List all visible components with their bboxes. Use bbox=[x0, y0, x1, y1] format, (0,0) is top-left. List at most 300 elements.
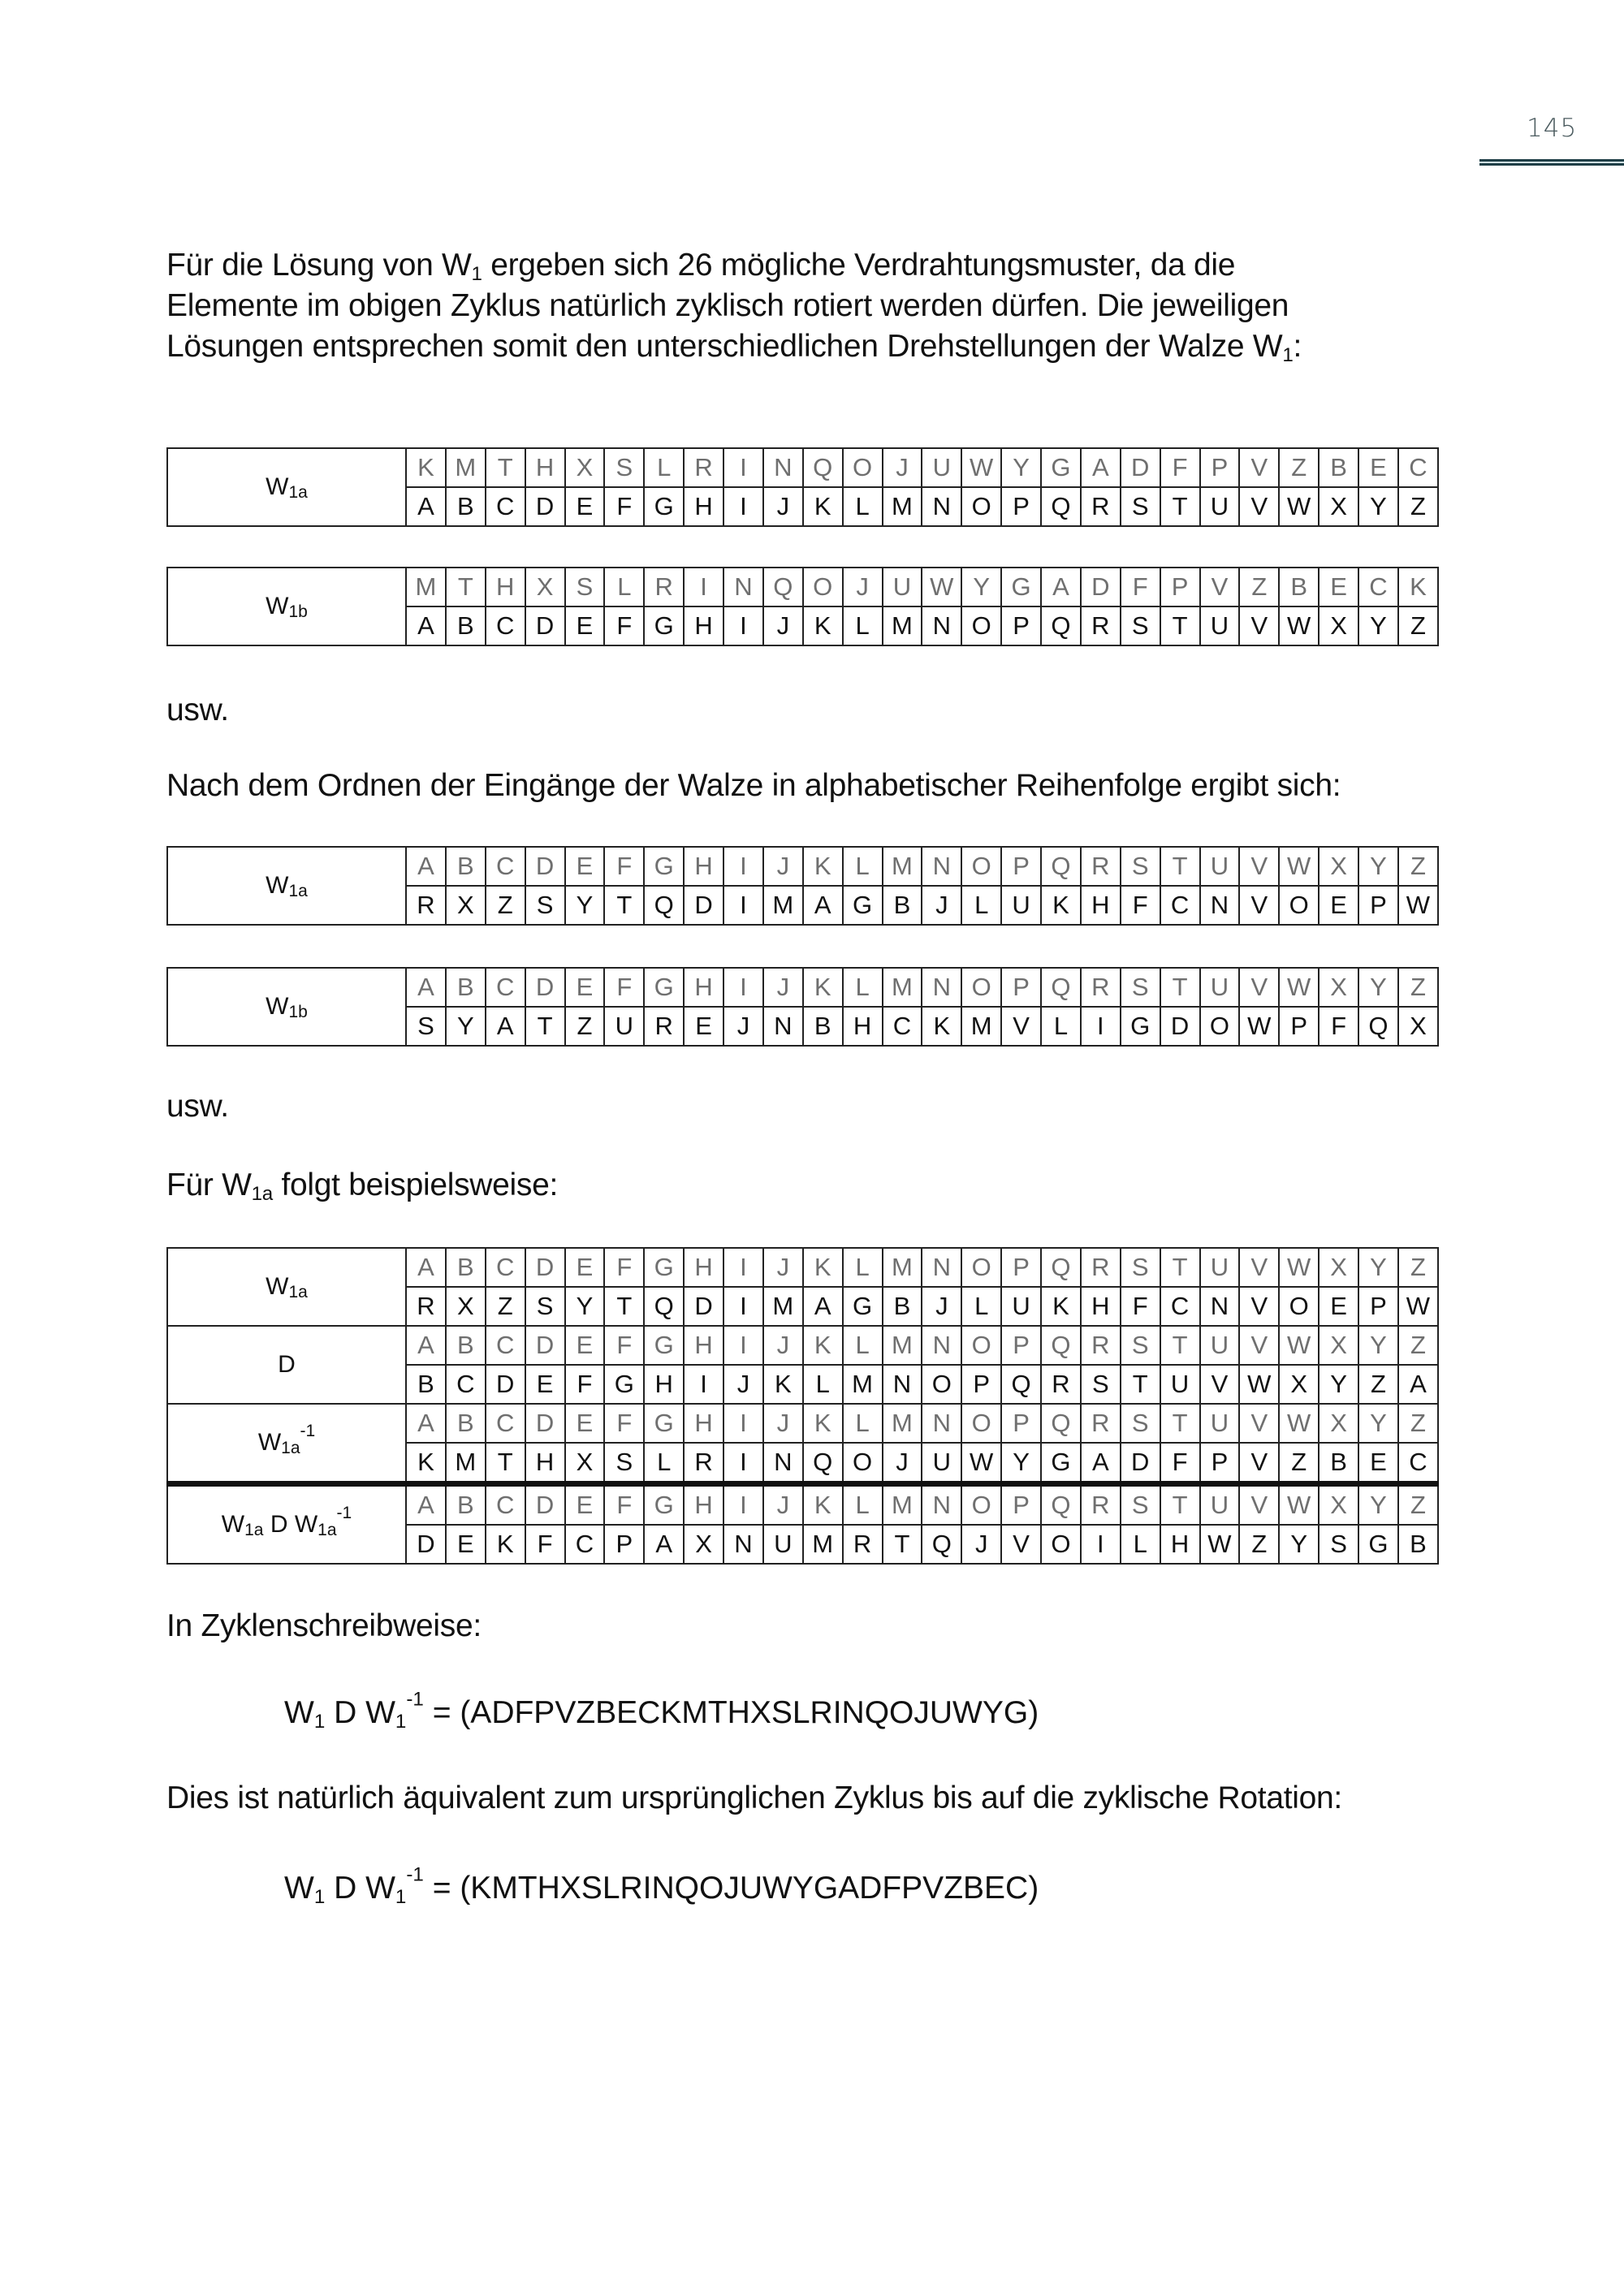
table-cell: A bbox=[486, 1007, 525, 1046]
table-cell: Z bbox=[1398, 968, 1438, 1007]
table-cell: J bbox=[883, 448, 922, 487]
table-cell: B bbox=[446, 606, 486, 645]
table-cell: W bbox=[1200, 1525, 1240, 1564]
table-cell: V bbox=[1239, 1326, 1279, 1365]
table-cell: Q bbox=[644, 886, 684, 925]
table-cell: S bbox=[1121, 968, 1160, 1007]
table-cell: O bbox=[803, 568, 843, 606]
table-cell: U bbox=[1200, 1484, 1240, 1526]
table-row-input bbox=[167, 1484, 1438, 1526]
table-cell: G bbox=[644, 1484, 684, 1526]
table-cell: D bbox=[525, 968, 565, 1007]
table-cell: E bbox=[565, 1248, 605, 1287]
table-cell: R bbox=[1081, 847, 1121, 886]
table-cell: P bbox=[1200, 448, 1240, 487]
table-cell: A bbox=[1398, 1365, 1438, 1404]
table-cell: Y bbox=[1319, 1365, 1358, 1404]
table-cell: S bbox=[1121, 1484, 1160, 1526]
table-cell: Q bbox=[1041, 968, 1081, 1007]
table-cell: M bbox=[961, 1007, 1001, 1046]
table-cell: T bbox=[883, 1525, 922, 1564]
table-cell: X bbox=[1319, 1248, 1358, 1287]
table-cell: B bbox=[803, 1007, 843, 1046]
table-cell: N bbox=[883, 1365, 922, 1404]
table-cell: I bbox=[723, 1443, 763, 1484]
table-cell: O bbox=[1279, 1287, 1319, 1326]
table-cell: A bbox=[644, 1525, 684, 1564]
table-cell: C bbox=[446, 1365, 486, 1404]
table-cell: Z bbox=[486, 1287, 525, 1326]
table-cell: L bbox=[1041, 1007, 1081, 1046]
table-cell: K bbox=[803, 847, 843, 886]
table-cell: Y bbox=[1001, 448, 1041, 487]
table-cell: N bbox=[1200, 1287, 1240, 1326]
table-cell: L bbox=[961, 1287, 1001, 1326]
table-cell: K bbox=[1041, 1287, 1081, 1326]
table-cell: T bbox=[525, 1007, 565, 1046]
table-cell: E bbox=[525, 1365, 565, 1404]
table-cell: U bbox=[763, 1525, 803, 1564]
table-cell: P bbox=[1001, 606, 1041, 645]
table-cell: M bbox=[883, 1326, 922, 1365]
table-cell: C bbox=[1160, 886, 1200, 925]
table-cell: S bbox=[525, 886, 565, 925]
table-cell: K bbox=[763, 1365, 803, 1404]
table-cell: J bbox=[961, 1525, 1001, 1564]
table-cell: N bbox=[922, 487, 961, 526]
table-cell: I bbox=[723, 448, 763, 487]
label-sub: 1a bbox=[281, 1439, 300, 1458]
table-cell: L bbox=[843, 487, 883, 526]
table-cell: Y bbox=[1358, 1484, 1398, 1526]
table-cell: A bbox=[406, 1404, 446, 1443]
table-cell: R bbox=[1081, 487, 1121, 526]
table-cell: G bbox=[1041, 448, 1081, 487]
table-cell: P bbox=[1001, 847, 1041, 886]
table-cell: J bbox=[763, 487, 803, 526]
table-cell: Y bbox=[1001, 1443, 1041, 1484]
table-cell: H bbox=[486, 568, 525, 606]
table-cell: X bbox=[684, 1525, 723, 1564]
intro-line-3: Lösungen entsprechen somit den unterschiedlichen Drehstellungen der Walze $W_1$: bbox=[166, 329, 1302, 367]
table-cell: V bbox=[1239, 886, 1279, 925]
table-cell: Y bbox=[1358, 847, 1398, 886]
table-cell: G bbox=[843, 886, 883, 925]
table-cell: Z bbox=[1279, 1443, 1319, 1484]
page-number: 145 bbox=[1527, 114, 1578, 143]
table-cell: R bbox=[406, 886, 446, 925]
table-cell: G bbox=[644, 1326, 684, 1365]
table-cell: B bbox=[1398, 1525, 1438, 1564]
cycle-intro-text: In Zyklenschreibweise: bbox=[166, 1608, 482, 1643]
table-cell: U bbox=[1200, 847, 1240, 886]
table-cell: N bbox=[922, 1326, 961, 1365]
usw-text-1: usw. bbox=[166, 693, 229, 727]
table-cell: R bbox=[1081, 1484, 1121, 1526]
table-cell: J bbox=[922, 886, 961, 925]
table-cell: V bbox=[1200, 1365, 1240, 1404]
table-cell: L bbox=[843, 1404, 883, 1443]
page-header-rule bbox=[1479, 159, 1624, 166]
table-cell: H bbox=[684, 1484, 723, 1526]
label-main: W bbox=[266, 1273, 289, 1300]
table-cell: Q bbox=[922, 1525, 961, 1564]
table-cell: Q bbox=[803, 1443, 843, 1484]
table-cell: S bbox=[525, 1287, 565, 1326]
table-cell: D bbox=[525, 487, 565, 526]
table-cell: D bbox=[525, 606, 565, 645]
table-cell: S bbox=[1121, 1404, 1160, 1443]
table-cell: J bbox=[763, 968, 803, 1007]
table-cell: T bbox=[1160, 1404, 1200, 1443]
table-cell: M bbox=[446, 1443, 486, 1484]
table-cell: W bbox=[1239, 1007, 1279, 1046]
table-cell: X bbox=[525, 568, 565, 606]
table-cell: Y bbox=[1279, 1525, 1319, 1564]
table-cell: D bbox=[525, 847, 565, 886]
table-cell: P bbox=[1001, 487, 1041, 526]
table-cell: U bbox=[1001, 886, 1041, 925]
table-cell: T bbox=[1160, 968, 1200, 1007]
table-cell: U bbox=[1160, 1365, 1200, 1404]
table-cell: W bbox=[961, 448, 1001, 487]
row-label bbox=[167, 968, 406, 1046]
table-cell: N bbox=[922, 606, 961, 645]
table-cell: O bbox=[843, 1443, 883, 1484]
table-cell: W bbox=[1279, 487, 1319, 526]
table-cell: N bbox=[763, 448, 803, 487]
table-cell: S bbox=[565, 568, 605, 606]
table-cell: W bbox=[1279, 1248, 1319, 1287]
table-cell: V bbox=[1239, 847, 1279, 886]
table-cell: Z bbox=[1398, 1404, 1438, 1443]
table-cell: S bbox=[1121, 487, 1160, 526]
row-label bbox=[167, 1248, 406, 1326]
table-cell: J bbox=[763, 847, 803, 886]
table-cell: V bbox=[1239, 1443, 1279, 1484]
table-cell: Q bbox=[1001, 1365, 1041, 1404]
table-cell: A bbox=[406, 1484, 446, 1526]
table-cell: M bbox=[883, 1248, 922, 1287]
table-cell: C bbox=[486, 606, 525, 645]
row-label bbox=[167, 1326, 406, 1404]
table-row-input bbox=[167, 1404, 1438, 1443]
table-cell: N bbox=[1200, 886, 1240, 925]
table-cell: Q bbox=[1041, 1404, 1081, 1443]
table-cell: A bbox=[406, 606, 446, 645]
table-cell: L bbox=[803, 1365, 843, 1404]
table-cell: F bbox=[525, 1525, 565, 1564]
sorted-table-w1b bbox=[166, 967, 1439, 1047]
table-cell: J bbox=[763, 1484, 803, 1526]
table-cell: X bbox=[1319, 487, 1358, 526]
table-cell: J bbox=[843, 568, 883, 606]
table-cell: L bbox=[843, 606, 883, 645]
table-cell: C bbox=[486, 1326, 525, 1365]
table-cell: T bbox=[1160, 606, 1200, 645]
table-cell: L bbox=[1121, 1525, 1160, 1564]
table-cell: D bbox=[525, 1484, 565, 1526]
label-main: W bbox=[266, 473, 289, 500]
table-cell: H bbox=[684, 847, 723, 886]
table-cell: R bbox=[1081, 1404, 1121, 1443]
table-cell: S bbox=[1319, 1525, 1358, 1564]
table-cell: J bbox=[883, 1443, 922, 1484]
table-cell: G bbox=[604, 1365, 644, 1404]
label-sub: 1a bbox=[288, 1283, 308, 1302]
table-cell: D bbox=[525, 1248, 565, 1287]
table-cell: R bbox=[1081, 606, 1121, 645]
table-cell: S bbox=[1121, 1248, 1160, 1287]
table-cell: E bbox=[1319, 568, 1358, 606]
table-cell: V bbox=[1200, 568, 1240, 606]
table-cell: D bbox=[406, 1525, 446, 1564]
table-cell: Y bbox=[1358, 968, 1398, 1007]
table-cell: K bbox=[803, 606, 843, 645]
table-cell: J bbox=[723, 1365, 763, 1404]
table-cell: P bbox=[1358, 886, 1398, 925]
table-cell: X bbox=[1319, 1326, 1358, 1365]
table-cell: V bbox=[1239, 1287, 1279, 1326]
table-cell: Q bbox=[1358, 1007, 1398, 1046]
table-cell: D bbox=[525, 1404, 565, 1443]
table-cell: F bbox=[604, 1484, 644, 1526]
table-cell: S bbox=[604, 448, 644, 487]
formula-cycle-2: $W_1$ D $W_1^{-1}$ = (KMTHXSLRINQOJUWYGADFPVZBEC) bbox=[284, 1863, 1039, 1909]
table-cell: W bbox=[1279, 606, 1319, 645]
table-cell: M bbox=[883, 487, 922, 526]
table-cell: A bbox=[1081, 448, 1121, 487]
table-cell: K bbox=[486, 1525, 525, 1564]
table-cell: I bbox=[723, 1248, 763, 1287]
table-cell: V bbox=[1239, 606, 1279, 645]
table-cell: I bbox=[684, 1365, 723, 1404]
table-cell: I bbox=[723, 1326, 763, 1365]
table-cell: R bbox=[1081, 968, 1121, 1007]
table-cell: F bbox=[1160, 448, 1200, 487]
table-cell: J bbox=[763, 1248, 803, 1287]
table-cell: V bbox=[1239, 1404, 1279, 1443]
table-cell: V bbox=[1239, 487, 1279, 526]
table-cell: A bbox=[803, 1287, 843, 1326]
table-cell: S bbox=[1121, 1326, 1160, 1365]
table-cell: X bbox=[446, 1287, 486, 1326]
table-cell: N bbox=[922, 1248, 961, 1287]
table-cell: U bbox=[922, 1443, 961, 1484]
label-mid: D W bbox=[263, 1511, 318, 1538]
table-cell: N bbox=[922, 1484, 961, 1526]
table-cell: T bbox=[604, 886, 644, 925]
table-cell: W bbox=[1398, 886, 1438, 925]
table-cell: Y bbox=[446, 1007, 486, 1046]
row-label bbox=[167, 448, 406, 526]
rotation-table-w1b bbox=[166, 567, 1439, 646]
table-cell: C bbox=[565, 1525, 605, 1564]
table-cell: M bbox=[883, 968, 922, 1007]
table-cell: O bbox=[961, 847, 1001, 886]
table-cell: D bbox=[1160, 1007, 1200, 1046]
table-cell: R bbox=[644, 1007, 684, 1046]
table-cell: F bbox=[604, 606, 644, 645]
table-cell: P bbox=[961, 1365, 1001, 1404]
table-cell: Z bbox=[1239, 568, 1279, 606]
table-cell: O bbox=[1279, 886, 1319, 925]
table-cell: F bbox=[1319, 1007, 1358, 1046]
table-cell: B bbox=[446, 1484, 486, 1526]
table-row-input bbox=[167, 1248, 1438, 1287]
table-cell: Z bbox=[1398, 606, 1438, 645]
table-cell: I bbox=[723, 1484, 763, 1526]
table-cell: Y bbox=[1358, 1248, 1398, 1287]
table-cell: S bbox=[1081, 1365, 1121, 1404]
table-cell: M bbox=[406, 568, 446, 606]
table-cell: A bbox=[406, 1326, 446, 1365]
table-cell: B bbox=[1319, 1443, 1358, 1484]
composition-table bbox=[166, 1247, 1439, 1565]
table-cell: Z bbox=[1398, 487, 1438, 526]
table-cell: L bbox=[843, 1326, 883, 1365]
table-cell: A bbox=[406, 1248, 446, 1287]
table-cell: O bbox=[961, 487, 1001, 526]
table-cell: O bbox=[843, 448, 883, 487]
table-cell: N bbox=[763, 1443, 803, 1484]
table-cell: H bbox=[684, 1404, 723, 1443]
table-cell: H bbox=[684, 1248, 723, 1287]
table-cell: I bbox=[723, 1287, 763, 1326]
table-cell: T bbox=[1160, 1248, 1200, 1287]
table-row-input bbox=[167, 847, 1438, 886]
table-cell: M bbox=[763, 1287, 803, 1326]
table-cell: F bbox=[604, 1248, 644, 1287]
table-cell: Z bbox=[1358, 1365, 1398, 1404]
label-main: W bbox=[257, 1429, 282, 1456]
table-cell: I bbox=[684, 568, 723, 606]
table-cell: F bbox=[604, 968, 644, 1007]
table-cell: C bbox=[1398, 448, 1438, 487]
sorted-intro-text: Nach dem Ordnen der Eingänge der Walze in alphabetischer Reihenfolge ergibt sich: bbox=[166, 768, 1341, 803]
table-cell: F bbox=[1121, 886, 1160, 925]
table-cell: I bbox=[723, 1404, 763, 1443]
table-cell: K bbox=[803, 487, 843, 526]
table-cell: K bbox=[922, 1007, 961, 1046]
table-cell: I bbox=[723, 487, 763, 526]
table-cell: B bbox=[883, 886, 922, 925]
table-cell: W bbox=[922, 568, 961, 606]
table-cell: X bbox=[1319, 1484, 1358, 1526]
table-cell: Q bbox=[1041, 1484, 1081, 1526]
table-cell: X bbox=[1319, 1404, 1358, 1443]
table-cell: D bbox=[1121, 1443, 1160, 1484]
intro-line-2: Elemente im obigen Zyklus natürlich zyklisch rotiert werden dürfen. Die jeweiligen bbox=[166, 288, 1289, 323]
equivalence-text: Dies ist natürlich äquivalent zum ursprünglichen Zyklus bis auf die zyklische Rotation: bbox=[166, 1781, 1342, 1815]
table-cell: E bbox=[684, 1007, 723, 1046]
table-cell: D bbox=[486, 1365, 525, 1404]
table-cell: G bbox=[644, 847, 684, 886]
table-cell: B bbox=[406, 1365, 446, 1404]
table-cell: F bbox=[604, 1326, 644, 1365]
table-cell: A bbox=[803, 886, 843, 925]
table-cell: M bbox=[803, 1525, 843, 1564]
table-cell: Z bbox=[1239, 1525, 1279, 1564]
table-cell: K bbox=[1041, 886, 1081, 925]
table-cell: U bbox=[1200, 1248, 1240, 1287]
table-cell: M bbox=[883, 606, 922, 645]
table-cell: G bbox=[644, 487, 684, 526]
table-cell: P bbox=[1001, 1248, 1041, 1287]
table-cell: O bbox=[961, 1404, 1001, 1443]
table-cell: P bbox=[1279, 1007, 1319, 1046]
table-cell: P bbox=[604, 1525, 644, 1564]
table-cell: S bbox=[1121, 847, 1160, 886]
table-cell: O bbox=[961, 1484, 1001, 1526]
table-cell: Q bbox=[1041, 487, 1081, 526]
table-cell: D bbox=[1081, 568, 1121, 606]
table-cell: N bbox=[922, 968, 961, 1007]
table-cell: W bbox=[1279, 968, 1319, 1007]
table-cell: W bbox=[1279, 1484, 1319, 1526]
table-cell: F bbox=[604, 487, 644, 526]
table-cell: J bbox=[763, 1326, 803, 1365]
table-cell: R bbox=[684, 1443, 723, 1484]
table-cell: H bbox=[684, 487, 723, 526]
table-cell: E bbox=[1358, 448, 1398, 487]
table-cell: P bbox=[1001, 968, 1041, 1007]
table-cell: X bbox=[1319, 606, 1358, 645]
label-main: W bbox=[266, 593, 289, 619]
table-cell: N bbox=[763, 1007, 803, 1046]
table-cell: B bbox=[883, 1287, 922, 1326]
table-cell: E bbox=[565, 968, 605, 1007]
table-cell: A bbox=[406, 487, 446, 526]
table-cell: H bbox=[525, 1443, 565, 1484]
table-cell: Z bbox=[1398, 1326, 1438, 1365]
table-cell: U bbox=[1001, 1287, 1041, 1326]
table-cell: P bbox=[1001, 1404, 1041, 1443]
label-sup: -1 bbox=[336, 1504, 352, 1523]
table-cell: X bbox=[1319, 968, 1358, 1007]
table-cell: Z bbox=[1398, 1484, 1438, 1526]
label-sub: 1b bbox=[288, 602, 308, 622]
table-cell: J bbox=[723, 1007, 763, 1046]
table-cell: B bbox=[446, 1326, 486, 1365]
label-main: W bbox=[266, 993, 289, 1020]
label-sub: 1a bbox=[288, 483, 308, 503]
table-cell: Z bbox=[1398, 847, 1438, 886]
table-cell: D bbox=[684, 886, 723, 925]
table-cell: V bbox=[1001, 1525, 1041, 1564]
table-cell: T bbox=[604, 1287, 644, 1326]
table-cell: T bbox=[1160, 1326, 1200, 1365]
table-cell: Z bbox=[486, 886, 525, 925]
table-cell: G bbox=[1001, 568, 1041, 606]
table-row-input bbox=[167, 968, 1438, 1007]
table-cell: H bbox=[1081, 886, 1121, 925]
table-cell: Z bbox=[1398, 1248, 1438, 1287]
table-cell: E bbox=[565, 487, 605, 526]
table-cell: W bbox=[1398, 1287, 1438, 1326]
table-cell: E bbox=[1319, 886, 1358, 925]
table-cell: U bbox=[1200, 606, 1240, 645]
table-cell: L bbox=[843, 968, 883, 1007]
table-cell: L bbox=[644, 448, 684, 487]
table-cell: G bbox=[644, 1248, 684, 1287]
table-cell: L bbox=[961, 886, 1001, 925]
table-cell: P bbox=[1200, 1443, 1240, 1484]
table-cell: C bbox=[486, 487, 525, 526]
table-cell: B bbox=[446, 487, 486, 526]
table-cell: X bbox=[565, 448, 605, 487]
table-cell: Y bbox=[565, 1287, 605, 1326]
